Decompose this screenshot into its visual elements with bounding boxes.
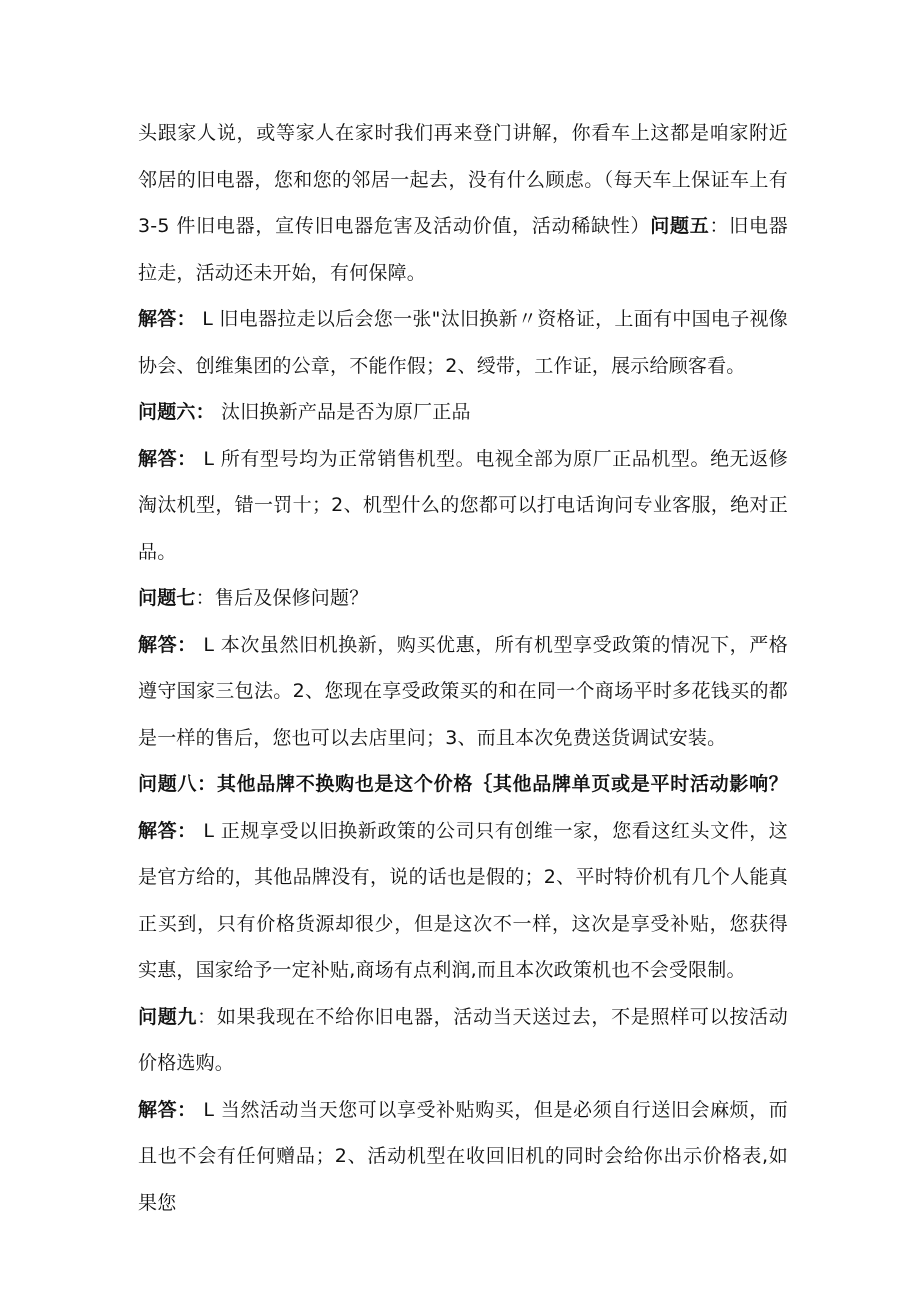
paragraph-answer-seven <box>138 622 788 762</box>
question-label: 问题八：其他品牌不换购也是这个价格｛其他品牌单页或是平时活动影响？解答： <box>138 773 788 842</box>
text-segment: L 所有型号均为正常销售机型。电视全部为原厂正品机型。绝无返修淘汰机型，错一罚十；2、机型什么的您都可以打电话询问专业客服，绝对正品。 <box>138 447 788 563</box>
paragraph-question-eight <box>138 761 788 994</box>
answer-label: 解答： <box>138 1098 197 1121</box>
question-label: 问题五 <box>650 215 710 237</box>
text-segment: ：如果我现在不给你旧电器，活动当天送过去，不是照样可以按活动价格选购。 <box>138 1005 788 1074</box>
question-label: 问题六： <box>138 401 215 423</box>
text-segment: 头跟家人说，或等家人在家时我们再来登门讲解，你看车上这都是咱家附近邻居的旧电器，您和您的邻居一起去，没有什么顾虑。（每天车上保证车上有 3-5 件旧电器，宣传旧电器危害及活动价值，活动稀缺性） <box>138 122 788 237</box>
paragraph-answer-six <box>138 436 788 576</box>
paragraph-question-six <box>138 389 788 436</box>
paragraph-answer-nine <box>138 1087 788 1227</box>
text-segment: 汰旧换新产品是否为原厂正品 <box>214 401 471 423</box>
answer-label: 解答： <box>138 308 196 330</box>
paragraph-question-nine <box>138 994 788 1087</box>
text-segment: L 旧电器拉走以后会您一张"汰旧换新〃资格证，上面有中国电子视像协会、创维集团的公章，不能作假；2、绶带，工作证，展示给顾客看。 <box>138 308 788 377</box>
text-segment: L 本次虽然旧机换新，购买优惠，所有机型享受政策的情况下，严格遵守国家三包法。2、您现在享受政策买的和在同一个商场平时多花钱买的都是一样的售后，您也可以去店里问；3、而且本次免费送货调试安装。 <box>138 633 788 749</box>
text-segment: L 当然活动当天您可以享受补贴购买，但是必须自行送旧会麻烦，而且也不会有任何赠品；2、活动机型在收回旧机的同时会给你出示价格表,如果您 <box>138 1098 788 1214</box>
question-label: 问题七 <box>138 587 196 609</box>
paragraph-question-five <box>138 110 788 296</box>
paragraph-answer-five <box>138 296 788 389</box>
answer-label: 解答： <box>138 633 197 656</box>
answer-label: 解答： <box>138 447 197 470</box>
question-label: 问题九 <box>138 1005 198 1028</box>
text-segment: ：售后及保修问题？ <box>195 587 369 609</box>
text-segment: ：旧电器拉走，活动还未开始，有何保障。 <box>138 215 788 284</box>
text-segment: L 正规享受以旧换新政策的公司只有创维一家，您看这红头文件，这是官方给的，其他品牌没有，说的话也是假的；2、平时特价机有几个人能真正买到，只有价格货源却很少，但是这次不一样，这次是享受补贴，您获得实惠，国家给予一定补贴,商场有点利润,而且本次政策机也不会受限制。 <box>138 819 788 981</box>
document-page <box>138 110 788 1226</box>
paragraph-question-seven <box>138 575 788 622</box>
